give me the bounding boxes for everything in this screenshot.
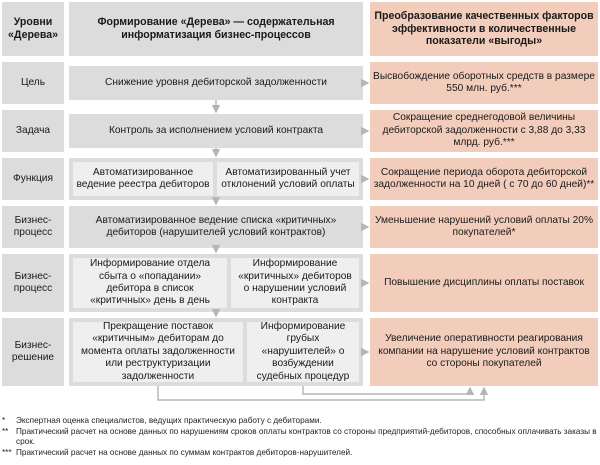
footnote-2 bbox=[2, 427, 598, 448]
task-center-text: Контроль за исполнением условий контракта bbox=[108, 124, 324, 136]
task-right-text: Сокращение среднегодовой величины дебиторской задолженности с 3,88 до 3,33 млрд. руб.*** bbox=[382, 112, 586, 149]
header-center-text: Формирование «Дерева» — содержательная информатизация бизнес-процессов bbox=[97, 16, 335, 41]
function-mid-text: Автоматизированный учет отклонений условий оплаты bbox=[221, 166, 355, 190]
decision-mid-text: Информирование грубых «нарушителей» о возбуждении судебных процедур bbox=[256, 320, 350, 382]
bp2-left-text: Информирование отдела сбыта о «попадании» дебитора в список «критичных» день в день bbox=[89, 258, 211, 307]
footnote-2-text: Практический расчет на основе данных по нарушениям сроков оплаты контрактов со стороны предприятий-дебиторов, способных оплачивать заказы в срок. bbox=[16, 426, 597, 447]
level-label-goal-text: Цель bbox=[20, 76, 46, 88]
function-right-text: Сокращение периода оборота дебиторской задолженности на 10 дней ( с 70 до 60 дней)** bbox=[373, 166, 595, 190]
header-levels-text: Уровни «Дерева» bbox=[8, 16, 58, 41]
level-label-task-text: Задача bbox=[15, 124, 51, 136]
header-right-text: Преобразование качественных факторов эффективности в количественные показатели «выгоды» bbox=[374, 10, 594, 48]
decision-left-text: Прекращение поставок «критичным» дебиторам до момента оплаты задолженности или реструктуризации задолженности bbox=[81, 320, 235, 382]
footnote-3-mark: *** bbox=[2, 447, 12, 457]
footnote-2-mark: ** bbox=[2, 426, 9, 436]
goal-center-text: Снижение уровня дебиторской задолженности bbox=[105, 76, 327, 88]
loop-decision-mid bbox=[303, 386, 470, 394]
bp1-right-text: Уменьшение нарушений условий оплаты 20% покупателей* bbox=[374, 214, 594, 238]
bp2-mid-text: Информирование «критичных» дебиторов о нарушении условий контракта bbox=[238, 258, 352, 307]
level-label-function-text: Функция bbox=[13, 172, 53, 184]
footnote-1 bbox=[2, 416, 598, 427]
loop-decision-left bbox=[158, 386, 484, 400]
footnote-1-mark: * bbox=[2, 416, 6, 425]
footnote-1-text: Экспертная оценка специалистов, ведущих практическую работу с дебиторами. bbox=[16, 416, 322, 425]
footnotes bbox=[2, 416, 598, 458]
level-label-bp1-text: Бизнес-процесс bbox=[13, 214, 53, 238]
goal-right-text: Высвобождение оборотных средств в размере 550 млн. руб.*** bbox=[373, 70, 595, 94]
footnote-3 bbox=[2, 448, 598, 459]
level-label-decision-text: Бизнес-решение bbox=[11, 339, 55, 363]
bp2-right-text: Повышение дисциплины оплаты поставок bbox=[384, 276, 584, 288]
decision-right-text: Увеличение оперативности реагирования компании на нарушение условий контрактов со стороны покупателей bbox=[378, 333, 590, 370]
footnote-3-text: Практический расчет на основе данных по суммам контрактов дебиторов-нарушителей. bbox=[16, 447, 353, 457]
level-label-bp2-text: Бизнес-процесс bbox=[13, 270, 53, 294]
function-left-text: Автоматизированное ведение реестра дебиторов bbox=[76, 166, 210, 190]
bp1-center-text: Автоматизированное ведение списка «критичных» дебиторов (нарушителей условий контрактов) bbox=[95, 214, 337, 238]
